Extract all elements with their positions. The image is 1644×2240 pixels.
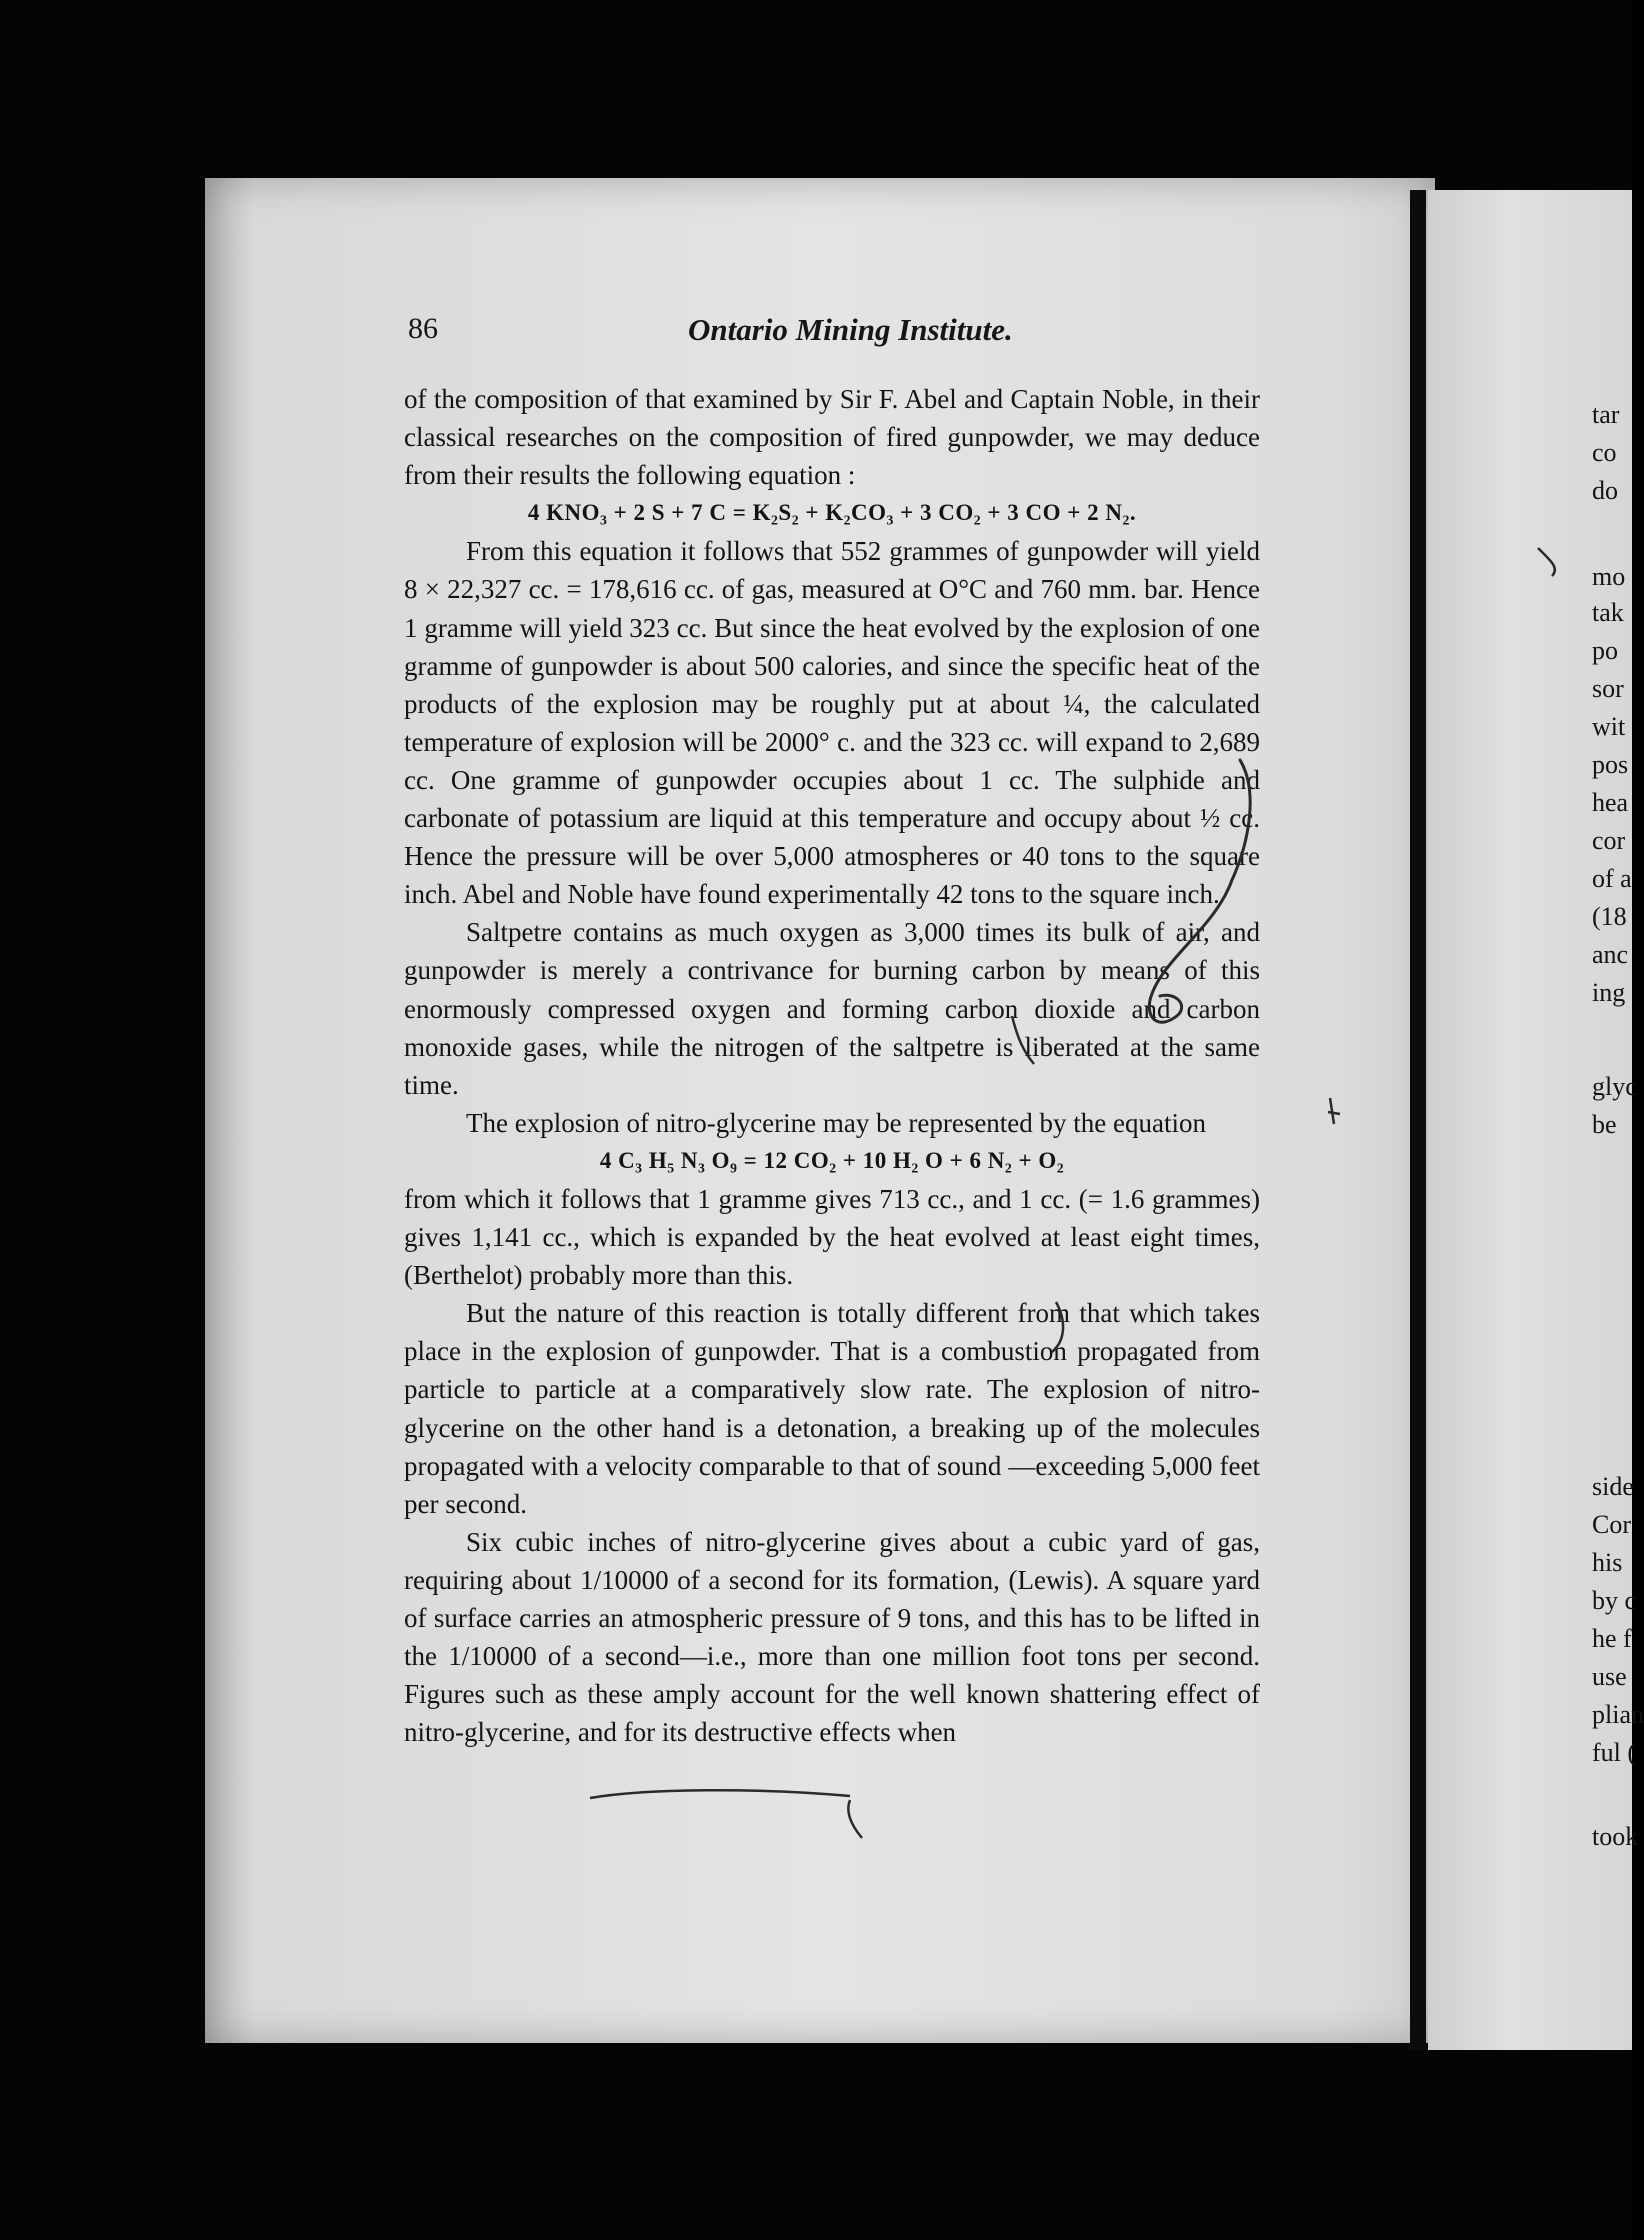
right-fragment: plian: [1592, 1700, 1644, 1729]
right-fragment: of a: [1592, 864, 1632, 893]
right-fragment: ful (: [1592, 1738, 1637, 1767]
paragraph-1: of the composition of that examined by Sir F. Abel and Captain Noble, in their classical researches on the composition of fired gunpowder, we may deduce from their results the following equation :: [404, 384, 1260, 491]
paragraph-6: But the nature of this reaction is totally different from that which takes place in the explosion of gunpowder. That is a combustion propagated from particle to particle at a comparatively slow rate. The explosion of nitro-glycerine on the other hand is a detonation, a breaking up of the molecules propagated with a velocity comparable to that of sound —exceeding 5,000 feet per second.: [404, 1298, 1260, 1519]
paragraph-5: from which it follows that 1 gramme gives 713 cc., and 1 cc. (= 1.6 grammes) gives 1,141 cc., which is expanded by the heat evolved at least eight times, (Berthelot) probably more than this.: [404, 1183, 1260, 1291]
right-fragment: be: [1592, 1110, 1617, 1139]
right-fragment: wit: [1592, 712, 1626, 741]
paragraph-4: The explosion of nitro-glycerine may be represented by the equation: [466, 1107, 1206, 1138]
paragraph-2: From this equation it follows that 552 grammes of gunpowder will yield 8 × 22,327 cc. = 178,616 cc. of gas, measured at O°C and 760 mm. bar. Hence 1 gramme will yield 323 cc. But since the heat evolved by the explosion of one gramme of gunpowder is about 500 calories, and since the specific heat of the products of the explosion may be roughly put at about ¼, the calculated temperature of explosion will be 2000° c. and the 323 cc. will expand to 2,689 cc. One gramme of gunpowder occupies about 1 cc. The sulphide and carbonate of potassium are liquid at this temperature and occupy about ½ cc. Hence the pressure will be over 5,000 atmospheres or 40 tons to the square inch. Abel and Noble have found experimentally 42 tons to the square inch.: [404, 536, 1260, 910]
right-fragment: hea: [1592, 788, 1629, 817]
right-fragment: sor: [1592, 674, 1624, 703]
right-fragment: anc: [1592, 940, 1629, 969]
right-fragment: use: [1592, 1662, 1627, 1691]
right-fragment: side: [1592, 1472, 1634, 1501]
paragraph-7: Six cubic inches of nitro-glycerine gives about a cubic yard of gas, requiring about 1/10000 of a second for its formation, (Lewis). A square yard of surface carries an atmospheric pressure of 9 tons, and this has to be lifted in the 1/10000 of a second—i.e., more than one million foot tons per second. Figures such as these amply account for the well known shattering effect of nitro-glycerine, and for its destructive effects when: [404, 1526, 1260, 1748]
right-fragment: (18: [1592, 902, 1627, 931]
right-fragment: by c: [1592, 1586, 1637, 1615]
paragraph-3: Saltpetre contains as much oxygen as 3,000 times its bulk of air, and gunpowder is merely a contrivance for burning carbon by means of this enormously compressed oxygen and forming carbon dioxide and carbon monoxide gases, while the nitrogen of the saltpetre is liberated at the same time.: [404, 917, 1260, 1100]
right-fragment: took: [1592, 1822, 1639, 1851]
right-fragment: he f: [1592, 1624, 1632, 1653]
page-number: 86: [408, 312, 438, 345]
right-fragment: tar: [1592, 400, 1620, 429]
right-fragment: ing: [1592, 978, 1626, 1007]
right-fragment: glyc: [1592, 1072, 1637, 1101]
running-title: Ontario Mining Institute.: [688, 312, 1013, 347]
equation-nitroglycerine: 4 C₃ H₅ N₃ O₉ = 12 CO₂ + 10 H₂ O + 6 N₂ + O₂: [599, 1147, 1065, 1173]
right-fragment: po: [1592, 636, 1618, 665]
right-fragment: his: [1592, 1548, 1623, 1577]
running-header: [408, 312, 1258, 360]
right-fragment: Cor: [1592, 1510, 1631, 1539]
right-fragment: tak: [1592, 598, 1624, 627]
right-fragment: mo: [1592, 562, 1626, 591]
equation-gunpowder: 4 KNO₃ + 2 S + 7 C = K₂S₂ + K₂CO₃ + 3 CO₂ + 3 CO + 2 N₂.: [527, 500, 1137, 526]
right-fragment: do: [1592, 476, 1618, 505]
right-fragment: cor: [1592, 826, 1626, 855]
right-fragment: co: [1592, 438, 1617, 467]
right-fragment: pos: [1592, 750, 1629, 779]
body-text: [404, 380, 1260, 1751]
book-gutter: [1410, 190, 1426, 2050]
